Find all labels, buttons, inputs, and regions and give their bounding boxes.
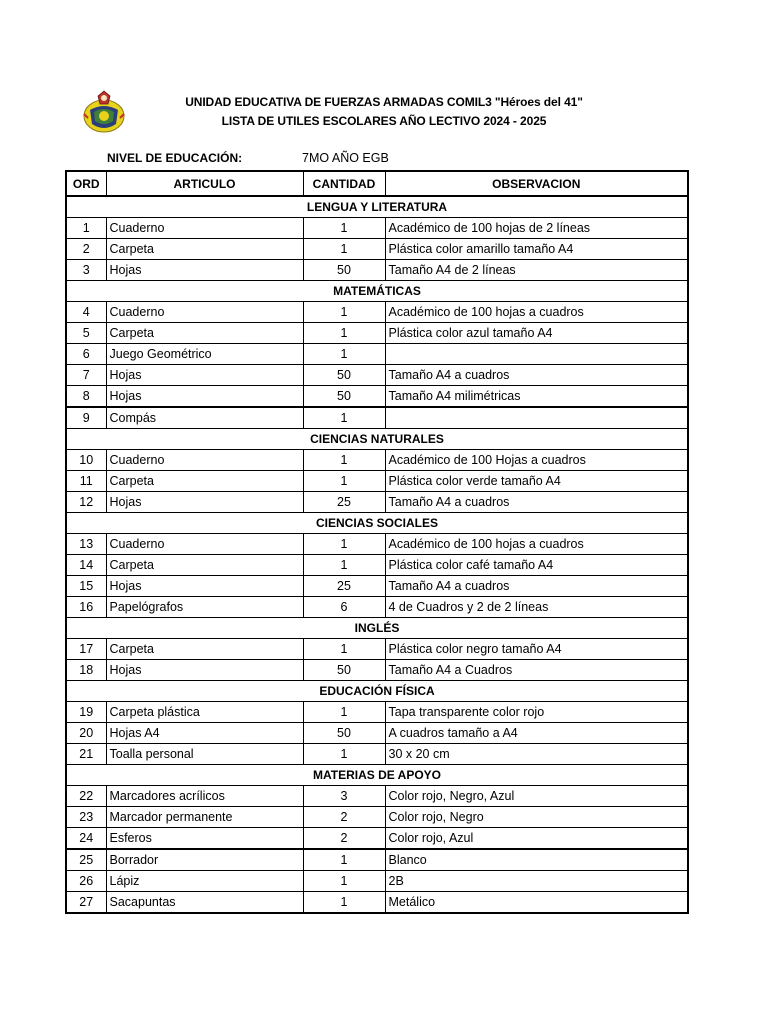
cell-cantidad: 50: [303, 660, 385, 681]
cell-observacion: Tamaño A4 a Cuadros: [385, 660, 688, 681]
cell-observacion: Tamaño A4 a cuadros: [385, 365, 688, 386]
column-header-articulo: ARTICULO: [106, 171, 303, 196]
section-row: [66, 513, 688, 534]
table-row: [66, 344, 688, 365]
supplies-table: [65, 170, 689, 914]
cell-observacion: Académico de 100 hojas a cuadros: [385, 302, 688, 323]
cell-cantidad: 1: [303, 239, 385, 260]
cell-articulo: Juego Geométrico: [106, 344, 303, 365]
cell-ord: 18: [66, 660, 106, 681]
cell-cantidad: 1: [303, 450, 385, 471]
cell-articulo: Borrador: [106, 849, 303, 871]
cell-ord: 15: [66, 576, 106, 597]
section-row: [66, 429, 688, 450]
cell-ord: 3: [66, 260, 106, 281]
cell-articulo: Marcador permanente: [106, 807, 303, 828]
cell-articulo: Carpeta: [106, 239, 303, 260]
cell-cantidad: 3: [303, 786, 385, 807]
cell-observacion: Blanco: [385, 849, 688, 871]
cell-articulo: Sacapuntas: [106, 892, 303, 914]
cell-observacion: Plástica color azul tamaño A4: [385, 323, 688, 344]
cell-observacion: Tapa transparente color rojo: [385, 702, 688, 723]
section-row: [66, 196, 688, 218]
table-row: [66, 471, 688, 492]
table-row: [66, 660, 688, 681]
cell-observacion: [385, 407, 688, 429]
section-row: [66, 765, 688, 786]
school-name: UNIDAD EDUCATIVA DE FUERZAS ARMADAS COMIL3 "Héroes del 41": [185, 95, 583, 109]
cell-cantidad: 1: [303, 639, 385, 660]
cell-observacion: Plástica color negro tamaño A4: [385, 639, 688, 660]
section-row: [66, 281, 688, 302]
section-title: CIENCIAS NATURALES: [66, 429, 688, 450]
cell-cantidad: 1: [303, 323, 385, 344]
cell-ord: 6: [66, 344, 106, 365]
cell-articulo: Hojas: [106, 260, 303, 281]
table-row: [66, 218, 688, 239]
cell-cantidad: 1: [303, 407, 385, 429]
cell-cantidad: 1: [303, 702, 385, 723]
cell-cantidad: 1: [303, 534, 385, 555]
table-row: [66, 892, 688, 914]
cell-cantidad: 1: [303, 871, 385, 892]
cell-cantidad: 1: [303, 744, 385, 765]
cell-articulo: Toalla personal: [106, 744, 303, 765]
table-row: [66, 302, 688, 323]
cell-articulo: Hojas: [106, 660, 303, 681]
cell-observacion: Académico de 100 hojas a cuadros: [385, 534, 688, 555]
column-header-observacion: OBSERVACION: [385, 171, 688, 196]
cell-ord: 16: [66, 597, 106, 618]
cell-ord: 7: [66, 365, 106, 386]
cell-observacion: 4 de Cuadros y 2 de 2 líneas: [385, 597, 688, 618]
cell-cantidad: 25: [303, 576, 385, 597]
cell-observacion: 2B: [385, 871, 688, 892]
cell-observacion: Color rojo, Negro, Azul: [385, 786, 688, 807]
section-row: [66, 681, 688, 702]
cell-ord: 21: [66, 744, 106, 765]
table-row: [66, 323, 688, 344]
cell-observacion: Metálico: [385, 892, 688, 914]
cell-articulo: Compás: [106, 407, 303, 429]
cell-cantidad: 1: [303, 892, 385, 914]
cell-ord: 11: [66, 471, 106, 492]
cell-articulo: Lápiz: [106, 871, 303, 892]
cell-articulo: Cuaderno: [106, 218, 303, 239]
cell-cantidad: 50: [303, 365, 385, 386]
cell-ord: 24: [66, 828, 106, 850]
table-row: [66, 744, 688, 765]
cell-ord: 26: [66, 871, 106, 892]
section-title: EDUCACIÓN FÍSICA: [66, 681, 688, 702]
cell-cantidad: 1: [303, 555, 385, 576]
cell-articulo: Esferos: [106, 828, 303, 850]
cell-ord: 10: [66, 450, 106, 471]
cell-articulo: Hojas: [106, 576, 303, 597]
section-title: MATERIAS DE APOYO: [66, 765, 688, 786]
cell-observacion: Plástica color café tamaño A4: [385, 555, 688, 576]
section-row: [66, 618, 688, 639]
cell-articulo: Cuaderno: [106, 302, 303, 323]
cell-ord: 13: [66, 534, 106, 555]
cell-ord: 25: [66, 849, 106, 871]
table-row: [66, 702, 688, 723]
table-row: [66, 555, 688, 576]
cell-observacion: Tamaño A4 milimétricas: [385, 386, 688, 408]
cell-ord: 8: [66, 386, 106, 408]
table-row: [66, 828, 688, 850]
table-row: [66, 407, 688, 429]
cell-cantidad: 1: [303, 344, 385, 365]
cell-observacion: Tamaño A4 de 2 líneas: [385, 260, 688, 281]
cell-observacion: [385, 344, 688, 365]
cell-observacion: Tamaño A4 a cuadros: [385, 492, 688, 513]
cell-articulo: Carpeta: [106, 323, 303, 344]
cell-ord: 14: [66, 555, 106, 576]
cell-observacion: Color rojo, Negro: [385, 807, 688, 828]
table-row: [66, 576, 688, 597]
table-header-row: [66, 171, 688, 196]
cell-articulo: Hojas: [106, 386, 303, 408]
list-title: LISTA DE UTILES ESCOLARES AÑO LECTIVO 2024 - 2025: [221, 114, 547, 128]
cell-articulo: Carpeta plástica: [106, 702, 303, 723]
table-row: [66, 849, 688, 871]
cell-observacion: Tamaño A4 a cuadros: [385, 576, 688, 597]
table-row: [66, 492, 688, 513]
table-row: [66, 639, 688, 660]
cell-articulo: Marcadores acrílicos: [106, 786, 303, 807]
cell-observacion: A cuadros tamaño a A4: [385, 723, 688, 744]
table-row: [66, 723, 688, 744]
education-level-label: NIVEL DE EDUCACIÓN:: [107, 151, 243, 165]
cell-articulo: Carpeta: [106, 471, 303, 492]
cell-ord: 22: [66, 786, 106, 807]
cell-cantidad: 50: [303, 260, 385, 281]
cell-cantidad: 2: [303, 807, 385, 828]
cell-ord: 4: [66, 302, 106, 323]
cell-ord: 19: [66, 702, 106, 723]
table-body: [66, 196, 688, 913]
cell-ord: 23: [66, 807, 106, 828]
cell-articulo: Hojas: [106, 365, 303, 386]
cell-observacion: Plástica color amarillo tamaño A4: [385, 239, 688, 260]
cell-ord: 17: [66, 639, 106, 660]
table-row: [66, 871, 688, 892]
column-header-cantidad: CANTIDAD: [303, 171, 385, 196]
education-level-value: 7MO AÑO EGB: [302, 151, 389, 165]
cell-cantidad: 6: [303, 597, 385, 618]
cell-observacion: 30 x 20 cm: [385, 744, 688, 765]
section-title: CIENCIAS SOCIALES: [66, 513, 688, 534]
cell-articulo: Hojas A4: [106, 723, 303, 744]
cell-ord: 2: [66, 239, 106, 260]
section-title: INGLÉS: [66, 618, 688, 639]
table-row: [66, 597, 688, 618]
cell-ord: 27: [66, 892, 106, 914]
table-row: [66, 786, 688, 807]
cell-observacion: Académico de 100 Hojas a cuadros: [385, 450, 688, 471]
cell-cantidad: 25: [303, 492, 385, 513]
cell-cantidad: 1: [303, 471, 385, 492]
cell-cantidad: 50: [303, 723, 385, 744]
table-row: [66, 450, 688, 471]
cell-ord: 12: [66, 492, 106, 513]
column-header-ord: ORD: [66, 171, 106, 196]
cell-articulo: Cuaderno: [106, 534, 303, 555]
cell-ord: 1: [66, 218, 106, 239]
cell-observacion: Plástica color verde tamaño A4: [385, 471, 688, 492]
section-title: LENGUA Y LITERATURA: [66, 196, 688, 218]
cell-ord: 5: [66, 323, 106, 344]
cell-ord: 20: [66, 723, 106, 744]
table-row: [66, 260, 688, 281]
cell-cantidad: 2: [303, 828, 385, 850]
cell-cantidad: 1: [303, 849, 385, 871]
section-title: MATEMÁTICAS: [66, 281, 688, 302]
cell-cantidad: 1: [303, 218, 385, 239]
cell-articulo: Cuaderno: [106, 450, 303, 471]
cell-articulo: Carpeta: [106, 555, 303, 576]
cell-cantidad: 1: [303, 302, 385, 323]
cell-ord: 9: [66, 407, 106, 429]
table-row: [66, 239, 688, 260]
table-row: [66, 807, 688, 828]
table-row: [66, 534, 688, 555]
cell-articulo: Hojas: [106, 492, 303, 513]
cell-articulo: Papelógrafos: [106, 597, 303, 618]
cell-articulo: Carpeta: [106, 639, 303, 660]
cell-cantidad: 50: [303, 386, 385, 408]
table-row: [66, 365, 688, 386]
cell-observacion: Color rojo, Azul: [385, 828, 688, 850]
cell-observacion: Académico de 100 hojas de 2 líneas: [385, 218, 688, 239]
table-row: [66, 386, 688, 408]
